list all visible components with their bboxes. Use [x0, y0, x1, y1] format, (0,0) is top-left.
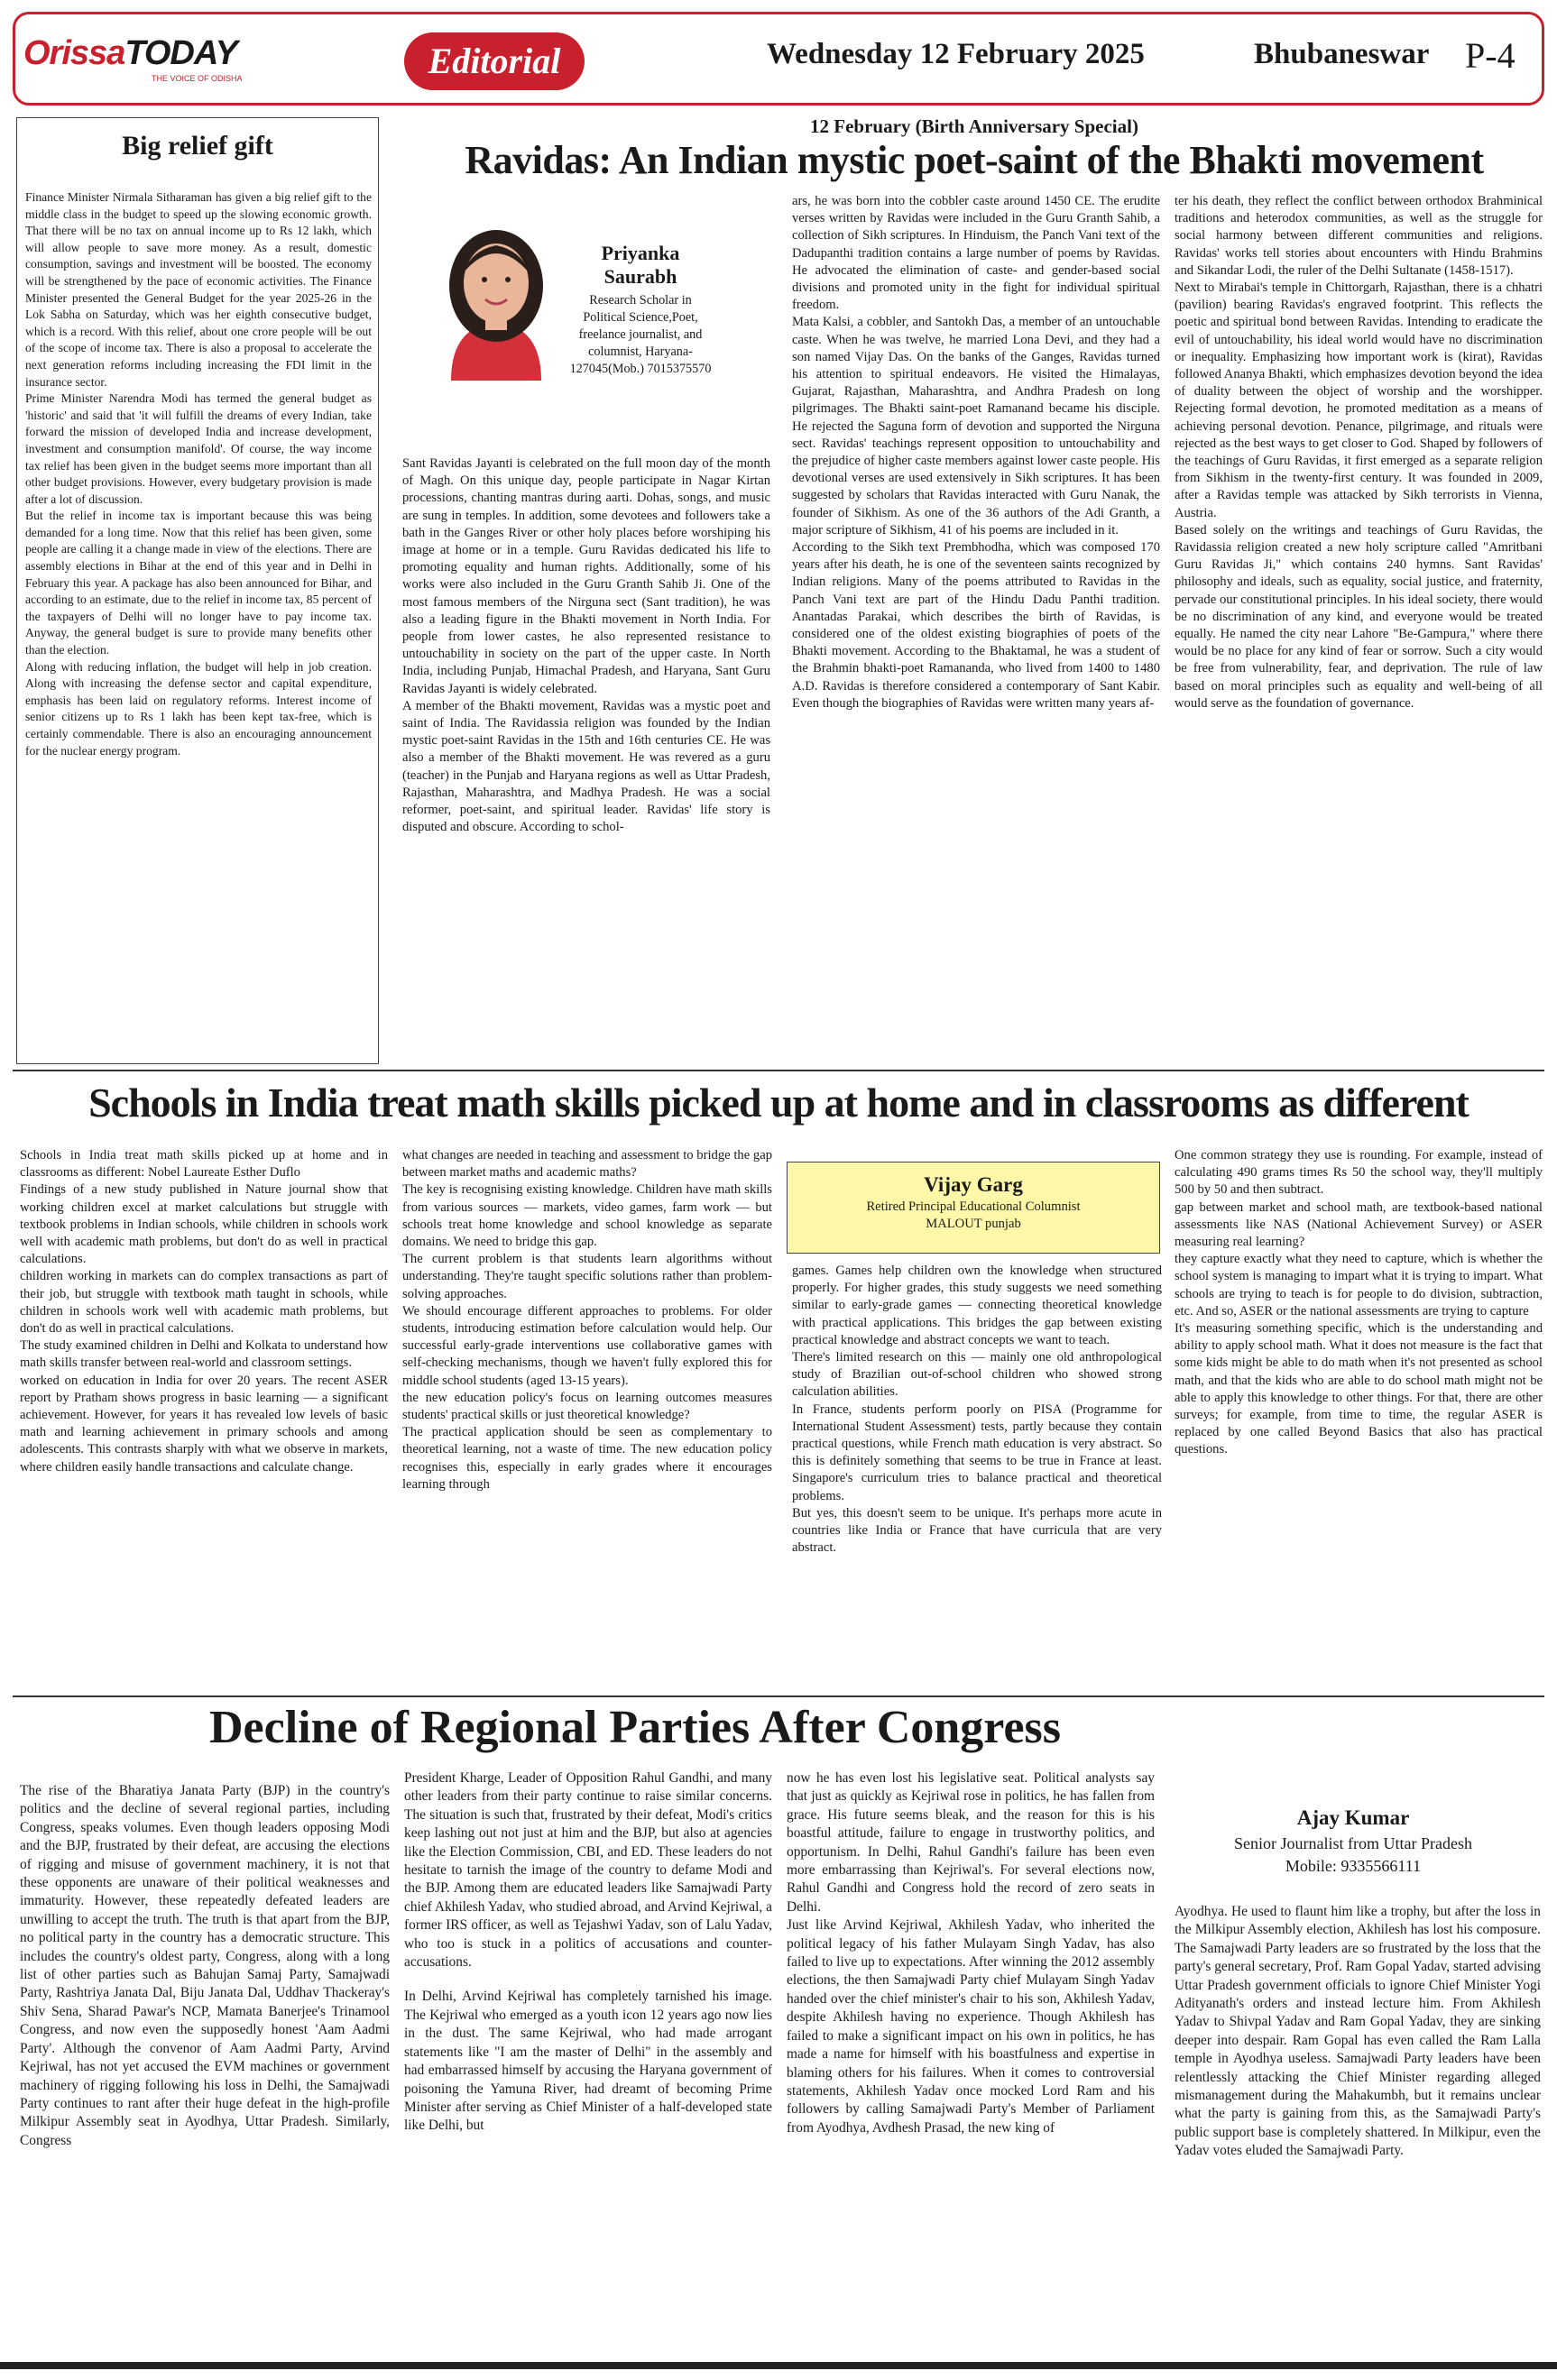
schools-column-1: [20, 1147, 388, 1688]
schools-paragraph: The current problem is that students learn algorithms without understanding. They're taught specific solutions rather than problem-solving approaches.: [402, 1252, 772, 1301]
regional-paragraph: President Kharge, Leader of Opposition Rahul Gandhi, and many other leaders from their party continue to raise similar concerns. The situation is such that, frustrated by their defeat, Modi's critics keep lashing out not just at him and the BJP, but also at agencies like the Election Commission, CBI, and ED. These leaders do not hesitate to tarnish the image of the country to defame Modi and the BJP. Among them are educated leaders like Samajwadi Party chief Akhilesh Yadav, who studied abroad, and Arvind Kejriwal, a former IRS officer, as well as Tejashwi Yadav, son of Lalu Yadav, who too is stuck in a politics of accusations and counter-accusations.: [404, 1770, 772, 1971]
regional-author-card: [1173, 1804, 1534, 1878]
schools-paragraph: The study examined children in Delhi and Kolkata to understand how math skills transfer between real-world and classroom settings.: [20, 1338, 388, 1371]
issue-city: Bhubaneswar: [1254, 38, 1430, 70]
ravidas-paragraph: ars, he was born into the cobbler caste around 1450 CE. The erudite verses written by Ravidas were included in the Guru Granth Sahib, a collection of Sikh scriptures. In Hinduism, the Panch Vani text of the Dadupanthi tradition contains a large number of poems by Ravidas. He advocated the elimination of caste- and gender-based social divisions and promoted unity in the fight for individual spiritual freedom.: [792, 194, 1160, 313]
regional-paragraph: In Delhi, Arvind Kejriwal has completely tarnished his image. The Kejriwal who emerged as a youth icon 12 years ago now lies in the dust. The same Kejriwal, who had made arrogant statements like "I am the master of Delhi" in the assembly and had embarrassed himself by accusing the Haryana government of poisoning the Yamuna River, had dreamt of becoming Prime Minister after serving as Chief Minister of a half-developed state like Delhi, but: [404, 1989, 772, 2134]
schools-paragraph: There's limited research on this — mainly one old anthropological study of Brazilian out-of-school children who showed strong calculation abilities.: [792, 1350, 1162, 1400]
logo-tagline: THE VOICE OF ODISHA: [152, 74, 243, 83]
schools-paragraph: they capture exactly what they need to capture, which is whether the school system is managing to impart what it is trying to impart. What schools are trying to teach is for people to do division, subtraction, etc. And so, ASER or the national assessments are trying to capture: [1175, 1252, 1543, 1319]
author-bio: Research Scholar in Political Science,Poet, freelance journalist, and columnist, Haryana-127045(Mob.) 7015375570: [569, 293, 712, 376]
relief-paragraph: Prime Minister Narendra Modi has termed the general budget as 'historic' and said that 'it will fulfill the dreams of every Indian, take forward the mission of developed India and increase development, investment and consumption manifold'. Of course, the way income tax relief has been given in the budget seems more important than all other budget provisions. However, every budgetary provision is made after a lot of discussion.: [25, 391, 372, 506]
schools-paragraph: It's measuring something specific, which is the understanding and ability to apply school math. What it does not measure is the fact that some kids might be able to do math when it's not presented as school math, and that the kids who are able to do school math might not be able to apply this knowledge to other things. For that, there are other surveys; for example, from time to time, the regular ASER is replaced by one called Beyond Basics that also has practical questions.: [1175, 1321, 1543, 1457]
author-name: Vijay Garg: [924, 1173, 1023, 1196]
author-mobile: Mobile: 9335566111: [1285, 1857, 1422, 1875]
regional-paragraph: Just like Arvind Kejriwal, Akhilesh Yadav, who inherited the political legacy of his father Mulayam Singh Yadav, has also failed to live up to expectations. After winning the 2012 assembly elections, the then Samajwadi Party chief Mulayam Singh Yadav handed over the chief minister's chair to his son, Akhilesh Yadav, despite Akhilesh having no experience. Though Akhilesh has failed to make a significant impact on his own in politics, he has made a name for himself with his boastfulness and expertise in blaming others for his failures. When it comes to controversial statements, Akhilesh Yadav once mocked Lord Ram and his followers by calling Samajwadi Party's Member of Parliament from Ayodhya, Avdhesh Prasad, the new king of: [787, 1917, 1155, 2136]
logo-prefix: Orissa: [23, 34, 125, 72]
relief-paragraph: Along with reducing inflation, the budget will help in job creation. Along with increasing the defense sector and capital expenditure, emphasis has been laid on regulatory reforms. Interest income of senior citizens up to Rs 1 lakh has been kept tax-free, which is certainly commendable. There is also an encouraging announcement for the nuclear energy program.: [25, 659, 372, 758]
author-name: Priyanka Saurabh: [601, 242, 680, 288]
issue-date: Wednesday 12 February 2025: [767, 38, 1145, 70]
schools-paragraph: the new education policy's focus on learning outcomes measures students' practical skills or just theoretical knowledge?: [402, 1390, 772, 1423]
ravidas-kicker: 12 February (Birth Anniversary Special): [810, 115, 1138, 137]
author-photo: [424, 200, 568, 381]
ravidas-column-1: [402, 455, 770, 1058]
ravidas-paragraph: According to the Sikh text Prembhodha, which was composed 170 years after his death, he is one of the seventeen saints recognized by Indian religions. Many of the poems attributed to Ravidas in the Panch Vani text are part of the Hindu Dadu Panthi tradition. Anantadas Parakai, which describes the birth of Ravidas, is considered one of the oldest existing biographies of poets of the Bhakti movement. According to the Bhaktamal, he was a student of the Brahmin bhakti-poet Ramananda, who lived from 1400 to 1480 A.D. Ravidas is therefore considered a contemporary of Sant Kabir. Even though the biographies of Ravidas were written many years af-: [792, 540, 1160, 711]
page-bottom-rule: [0, 2362, 1557, 2369]
regional-paragraph: Ayodhya. He used to flaunt him like a trophy, but after the loss in the Milkipur Assembly election, Akhilesh has lost his composure. The Samajwadi Party leaders are so frustrated by the loss that the party's general secretary, Prof. Ram Gopal Yadav, started advising Uttar Pradesh government officials to ignore Chief Minister Yogi Adityanath's orders and instead lecture him. From Akhilesh Yadav to Shivpal Yadav and Ram Gopal Yadav, they are sinking deeper into despair. Ram Gopal has even called the Ram Lalla temple in Ayodhya useless. Samajwadi Party leaders have been relentlessly attacking the Chief Minister regarding alleged mismanagement during the Mahakumbh, but it remains unclear what the party is gaining from this, as the Samajwadi Party's public support base is completely shattered. In Milkipur, even the Yadav votes eluded the Samajwadi Party.: [1175, 1904, 1541, 2159]
ravidas-paragraph: A member of the Bhakti movement, Ravidas was a mystic poet and saint of India. The Ravidassia religion was founded by the Indian mystic poet-saint Ravidas in the 15th and 16th centuries CE. He was also a member of the Bhakti movement. He was revered as a guru (teacher) in the Punjab and Haryana regions as well as Uttar Pradesh, Rajasthan, Maharashtra, and Madhya Pradesh. He was a social reformer, poet-saint, and spiritual leader. Ravidas' life story is disputed and obscure. According to schol-: [402, 698, 770, 835]
schools-paragraph: gap between market and school math, are textbook-based national assessments like NAS (National Achievement Survey) or ASER measuring real learning?: [1175, 1199, 1543, 1250]
schools-paragraph: We should encourage different approaches to problems. For older students, introducing estimation before calculation would help. Our successful early-grade interventions use collaborative games with self-checking mechanisms, though we haven't fully explored this for middle school students (aged 13-15 years).: [402, 1303, 772, 1388]
schools-paragraph: children working in markets can do complex transactions as part of their job, but struggle with textbook math taught in schools, while children in schools work well with academic math problems, but don't do as well in practical calculations.: [20, 1269, 388, 1337]
schools-column-4: [1175, 1147, 1543, 1688]
ravidas-paragraph: Based solely on the writings and teachings of Guru Ravidas, the Ravidassia religion created a new holy scripture called "Amritbani Guru Ravidas Ji," which contains 240 hymns. Sant Ravidas' philosophy and ideals, such as equality, social justice, and fraternity, pervade our constitutional principles. In his ideal society, there would be no discrimination of any kind, and everyone would be treated equally. He named the city near Lahore "Be-Gampura," where there would be no place for any kind of fear or sorrow. Such a city would be free from vulnerability, fear, and deprivation. The rule of law based on moral principles such as equality and well-being of all would serve as the foundation of governance.: [1175, 522, 1543, 711]
schools-paragraph: Findings of a new study published in Nature journal show that working children excel at market calculations but struggle with textbook problems in Indian schools, while children in schools work well with academic math problems, but don't do as well in practical calculations.: [20, 1182, 388, 1267]
schools-paragraph: The key is recognising existing knowledge. Children have math skills from various sources — markets, video games, farm work — but schools treat home knowledge and school knowledge as separate domains. We need to bridge this gap.: [402, 1182, 772, 1250]
regional-column-4: [1175, 1903, 1541, 2359]
section-divider: [13, 1695, 1544, 1697]
regional-paragraph: The rise of the Bharatiya Janata Party (BJP) in the country's politics and the decline of several regional parties, including Congress, speaks volumes. Even though leaders opposing Modi and the BJP, frustrated by their defeat, are accusing the elections of rigging and misuse of government machinery, it is not that these opponents are unaware of their political weaknesses and immaturity. However, these repeatedly defeated leaders are unwilling to accept the truth. The truth is that apart from the BJP, no political party in the country has a democratic structure. This includes the country's oldest party, Congress, along with a long list of other parties such as Bahujan Samaj Party, Samajwadi Party, Rashtriya Janata Dal, Biju Janata Dal, Uddhav Thackeray's Shiv Sena, Sharad Pawar's NCP, Mamata Banerjee's Trinamool Congress, and now even the supposedly honest 'Aam Aadmi Party'. Although the convenor of Aam Aadmi Party, Arvind Kejriwal, has not yet accused the EVM machines or government machinery of rigging following his loss in Delhi, the Samajwadi Party continues to rant after their huge defeat in the high-profile Milkipur Assembly seat in Ayodhya, Uttar Pradesh. Similarly, Congress: [20, 1783, 390, 2148]
logo-suffix: TODAY: [124, 34, 237, 72]
section-badge: Editorial: [404, 32, 585, 90]
relief-paragraph: But the relief in income tax is important because this was being demanded for a long time. Now that this relief has been given, some people are calling it a change made in view of the elections. There are assembly elections in Bihar at the end of this year and in Delhi in February this year. A package has also been announced for Bihar, and according to an estimate, due to the relief in income tax, 85 percent of the taxpayers of Delhi will no longer have to pay income tax. Anyway, the general budget is sure to provide many benefits other than the election.: [25, 509, 372, 657]
schools-title: Schools in India treat math skills picked up at home and in classrooms as different: [88, 1080, 1469, 1126]
author-role: Retired Principal Educational Columnist: [866, 1199, 1081, 1214]
relief-paragraph: Finance Minister Nirmala Sitharaman has given a big relief gift to the middle class in the budget to speed up the slowing economic growth. That there will be no tax on annual income up to Rs 12 lakh, which will allow people to save more money. As a result, domestic consumption, savings and investment will be boosted. The economy will be strengthened by the pace of economic activities. The Finance Minister presented the General Budget for the year 2025-26 in the Lok Sabha on Saturday, which was her eighth consecutive budget, which is a record. With this relief, about one crore people will be out of the scope of income tax. There is also a proposal to accelerate the next generation reforms including increasing the FDI limit in the insurance sector.: [25, 190, 372, 389]
schools-paragraph: The practical application should be seen as complementary to theoretical learning, not a waste of time. The new education policy recognises this, especially in early grades where it encourages learning through: [402, 1425, 772, 1492]
relief-body: [25, 189, 372, 1055]
ravidas-column-2: [792, 193, 1160, 1059]
regional-paragraph: now he has even lost his legislative seat. Political analysts say that just as quickly as Kejriwal rose in politics, he has fallen from grace. His future seems bleak, and the reason for this is his boastful attitude, failure to engage in trustworthy politics, and opportunism. In Delhi, Rahul Gandhi's failure has been even more embarrassing than Kejriwal's. For several elections now, Rahul Gandhi and Congress hold the record of zero seats in Delhi.: [787, 1770, 1155, 1915]
ravidas-paragraph: Sant Ravidas Jayanti is celebrated on the full moon day of the month of Magh. On this unique day, people participate in Nagar Kirtan processions, chanting mantras during aarti. Dohas, songs, and music are sung in temples. In addition, some devotees and followers take a bath in the Ganges River or other holy places before worshiping his image at home or in a temple. Guru Ravidas dedicated his life to promoting equality and human rights. Additionally, some of his works were also included in the Guru Granth Sahib Ji. One of the most famous members of the Nirguna sect (Sant tradition), he was also a leading figure in the Bhakti movement in North India. For people from lower castes, he also represented resistance to untouchability in society on the part of the upper caste. In North India, including Punjab, Himachal Pradesh, and Haryana, Sant Guru Ravidas Jayanti is widely celebrated.: [402, 456, 770, 696]
ravidas-title: Ravidas: An Indian mystic poet-saint of the Bhakti movement: [465, 138, 1484, 182]
schools-paragraph: One common strategy they use is rounding. For example, instead of calculating 490 grams times Rs 50 the school way, they'll multiply 500 by 50 and then subtract.: [1175, 1148, 1543, 1198]
schools-author-box: [787, 1162, 1160, 1254]
page-number: P-4: [1465, 35, 1516, 76]
author-portrait-icon: [424, 200, 568, 381]
regional-column-2: [404, 1769, 772, 2359]
ravidas-paragraph: Next to Mirabai's temple in Chittorgarh, Rajasthan, there is a chhatri (pavilion) bearing Ravidas's engraved footprint. This reflects the poetic and spiritual bond between Ravidas. Intending to eradicate the evil of untouchability, his ideal world would have no discrimination or inequality. Emphasizing how important work is (kirat), Ravidas followed Ananya Bhakti, which emphasizes devotion beyond the idea of duality between the object of worship and the worshipper. Rejecting formal devotion, he promoted meditation as a means of achieving personal devotion. Penance, pilgrimage, and rituals were rejected as the best ways to get closer to God. Shaped by followers of the teachings of Guru Ravidas, it first emerged as a separate religion from Sikhism in the twenty-first century. It was founded in 2009, after a Ravidas temple was attacked by Sikh terrorists in Vienna, Austria.: [1175, 280, 1543, 520]
ravidas-column-3: [1175, 193, 1543, 1059]
relief-title: Big relief gift: [122, 131, 273, 161]
section-divider: [13, 1070, 1544, 1071]
schools-paragraph: But yes, this doesn't seem to be unique. It's perhaps more acute in countries like India or France that have curricula that are very abstract.: [792, 1505, 1162, 1556]
newspaper-logo: [23, 34, 237, 73]
regional-column-1: [20, 1782, 390, 2359]
ravidas-paragraph: Mata Kalsi, a cobbler, and Santokh Das, a member of an untouchable caste. When he was twelve, he married Lona Devi, and they had a son named Vijay Das. On the banks of the Ganges, Ravidas turned his attention to spiritual endeavors. He visited the Himalayas, Gujarat, Rajasthan, Maharashtra, and Andhra Pradesh on long pilgrimages. The Bhakti saint-poet Ramanand became his disciple. He rejected the Saguna form of devotion and supported the Nirguna sect. Ravidas' teachings represent opposition to untouchability and the prejudice of higher caste members against lower caste people. His devotional verses are used extensively in Sikh scriptures. It has been suggested by scholars that Ravidas interacted with Guru Nanak, the founder of Sikhism. As one of the 36 authors of the Adi Granth, a major scripture of Sikhism, 41 of his poems are included in it.: [792, 315, 1160, 538]
schools-column-2: [402, 1147, 772, 1688]
regional-title: Decline of Regional Parties After Congress: [209, 1702, 1061, 1753]
schools-paragraph: what changes are needed in teaching and assessment to bridge the gap between market maths and academic maths?: [402, 1148, 772, 1181]
schools-paragraph: Schools in India treat math skills picked up at home and in classrooms as different: Nobel Laureate Esther Duflo: [20, 1148, 388, 1181]
ravidas-paragraph: ter his death, they reflect the conflict between orthodox Brahminical traditions and heterodox communities, as well as the struggle for social harmony between different communities and religions. Ravidas' works tell stories about encounters with Hindu Brahmins and Sikandar Lodi, the ruler of the Delhi Sultanate (1458-1517).: [1175, 194, 1543, 278]
author-place: MALOUT punjab: [926, 1217, 1021, 1231]
schools-paragraph: games. Games help children own the knowledge when structured properly. For higher grades, this study suggests we need something similar to early-grade games — connecting theoretical knowledge with practical applications. This bridges the gap between existing practical knowledge and abstract concepts we want to teach.: [792, 1264, 1162, 1347]
schools-column-3: [792, 1263, 1162, 1688]
author-name: Ajay Kumar: [1296, 1806, 1410, 1829]
author-role: Senior Journalist from Uttar Pradesh: [1234, 1834, 1472, 1852]
schools-paragraph: In France, students perform poorly on PISA (Programme for International Student Assessment) tests, partly because they contain practical questions, while French math education is very abstract. So this is definitely something that seems to be true in France at least. Singapore's curriculum tries to balance practical and theoretical problems.: [792, 1401, 1162, 1503]
schools-paragraph: worked on education in India for over 20 years. The recent ASER report by Pratham shows progress in basic learning — a significant achievement. However, for years it has revealed low levels of basic math and learning achievement in primary schools and among adolescents. This contrasts sharply with what we observe in markets, where children easily handle transactions and calculate change.: [20, 1373, 388, 1475]
regional-column-3: [787, 1769, 1155, 2359]
ravidas-author-card: [568, 242, 713, 378]
